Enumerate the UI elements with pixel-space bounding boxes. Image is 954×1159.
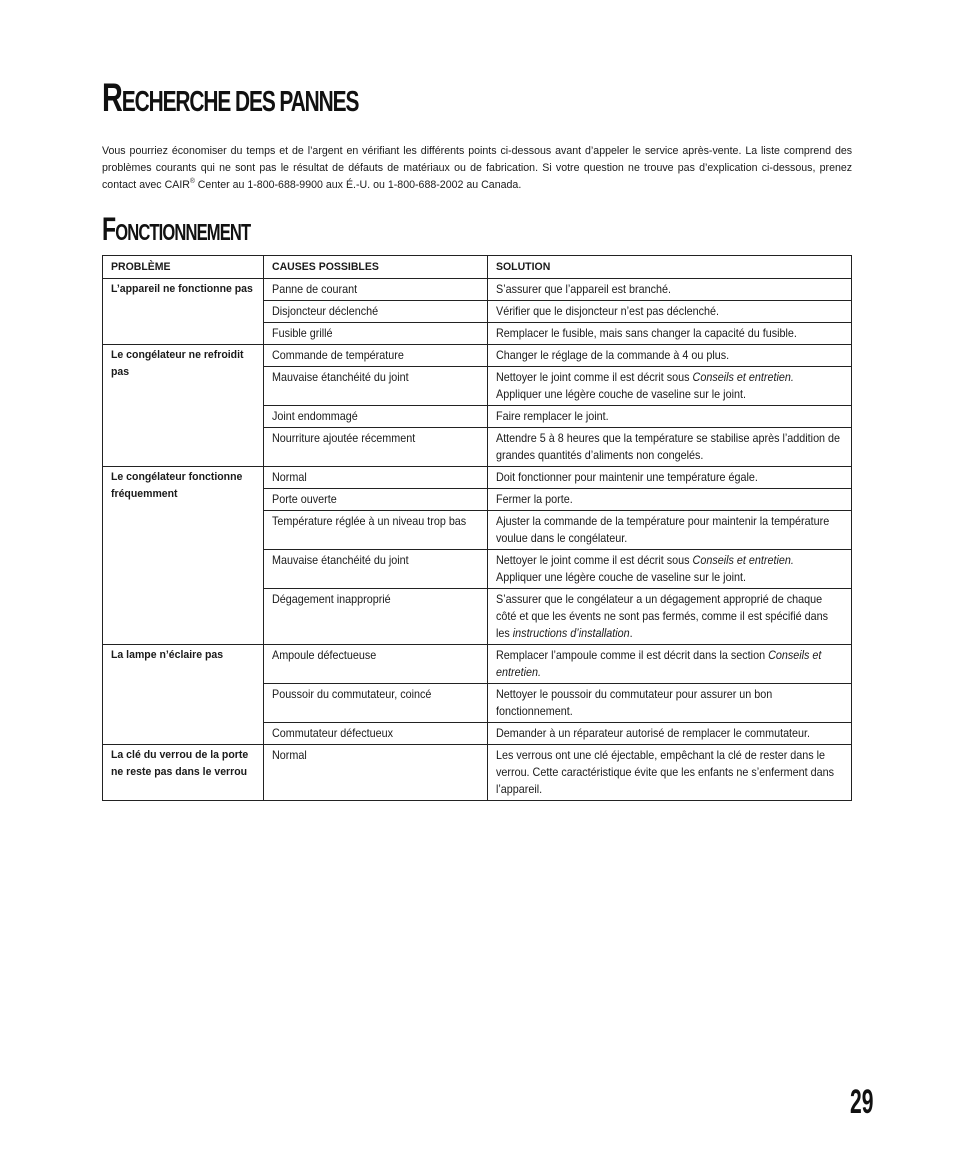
- cause-cell: Joint endommagé: [264, 406, 488, 428]
- intro-text: Vous pourriez économiser du temps et de l’argent en vérifiant les différents points ci-dessous avant d’appeler le service après-vente. La liste comprend des problèmes courants qui ne sont pas le résultat de défauts de matériaux ou de fabrication. Si votre question ne trouve pas d’explication ci-dessous, prenez contact avec CAIR: [102, 145, 853, 191]
- table-row: [103, 745, 852, 801]
- solution-cell: Vérifier que le disjoncteur n’est pas déclenché.: [488, 301, 852, 323]
- header-solution: SOLUTION: [488, 256, 852, 279]
- solution-cell: Remplacer l’ampoule comme il est décrit dans la section Conseils et entretien.: [488, 645, 852, 684]
- cause-cell: Mauvaise étanchéité du joint: [264, 367, 488, 406]
- solution-cell: Remplacer le fusible, mais sans changer la capacité du fusible.: [488, 323, 852, 345]
- problem-cell: La clé du verrou de la porte ne reste pas dans le verrou: [103, 745, 264, 801]
- problem-cell: L’appareil ne fonctionne pas: [103, 279, 264, 345]
- header-cause: CAUSES POSSIBLES: [264, 256, 488, 279]
- cause-cell: Mauvaise étanchéité du joint: [264, 550, 488, 589]
- solution-cell: Fermer la porte.: [488, 489, 852, 511]
- cause-cell: Commutateur défectueux: [264, 723, 488, 745]
- solution-cell: S’assurer que le congélateur a un dégagement approprié de chaque côté et que les évents ne sont pas fermés, comme il est spécifié dans les instructions d’installation.: [488, 589, 852, 645]
- cause-cell: Dégagement inapproprié: [264, 589, 488, 645]
- cause-cell: Disjoncteur déclenché: [264, 301, 488, 323]
- cause-cell: Porte ouverte: [264, 489, 488, 511]
- solution-cell: Nettoyer le poussoir du commutateur pour assurer un bon fonctionnement.: [488, 684, 852, 723]
- solution-cell: S’assurer que l’appareil est branché.: [488, 279, 852, 301]
- solution-cell: Les verrous ont une clé éjectable, empêchant la clé de rester dans le verrou. Cette caractéristique évite que les enfants ne s’enferment dans l’appareil.: [488, 745, 852, 801]
- section-title: [102, 210, 250, 251]
- solution-cell: Demander à un réparateur autorisé de remplacer le commutateur.: [488, 723, 852, 745]
- cause-cell: Commande de température: [264, 345, 488, 367]
- page-title-initial: R: [102, 76, 122, 120]
- header-problem: PROBLÈME: [103, 256, 264, 279]
- cause-cell: Ampoule défectueuse: [264, 645, 488, 684]
- solution-cell: Nettoyer le joint comme il est décrit sous Conseils et entretien. Appliquer une légère couche de vaseline sur le joint.: [488, 550, 852, 589]
- table-row: [103, 345, 852, 367]
- problem-cell: Le congélateur ne refroidit pas: [103, 345, 264, 467]
- table-row: [103, 467, 852, 489]
- solution-cell: Attendre 5 à 8 heures que la température se stabilise après l’addition de grandes quantités d’aliments non congelés.: [488, 428, 852, 467]
- table-row: [103, 645, 852, 684]
- cause-cell: Fusible grillé: [264, 323, 488, 345]
- section-title-rest: ONCTIONNEMENT: [115, 219, 251, 245]
- problem-cell: La lampe n’éclaire pas: [103, 645, 264, 745]
- troubleshooting-table: [102, 255, 852, 801]
- cause-cell: Température réglée à un niveau trop bas: [264, 511, 488, 550]
- table-header-row: [103, 256, 852, 279]
- cause-cell: Panne de courant: [264, 279, 488, 301]
- solution-cell: Nettoyer le joint comme il est décrit sous Conseils et entretien. Appliquer une légère couche de vaseline sur le joint.: [488, 367, 852, 406]
- registered-mark: ®: [189, 178, 195, 186]
- intro-paragraph: [102, 143, 852, 194]
- solution-cell: Ajuster la commande de la température pour maintenir la température voulue dans le congélateur.: [488, 511, 852, 550]
- table-row: [103, 279, 852, 301]
- solution-cell: Doit fonctionner pour maintenir une température égale.: [488, 467, 852, 489]
- cause-cell: Normal: [264, 467, 488, 489]
- solution-cell: Changer le réglage de la commande à 4 ou plus.: [488, 345, 852, 367]
- cause-cell: Nourriture ajoutée récemment: [264, 428, 488, 467]
- page-number: 29: [850, 1083, 874, 1121]
- section-title-initial: F: [102, 211, 116, 247]
- page-title-rest: ECHERCHE DES PANNES: [121, 86, 359, 118]
- problem-cell: Le congélateur fonctionne fréquemment: [103, 467, 264, 645]
- page-title: [102, 74, 358, 126]
- solution-cell: Faire remplacer le joint.: [488, 406, 852, 428]
- cause-cell: Normal: [264, 745, 488, 801]
- cause-cell: Poussoir du commutateur, coincé: [264, 684, 488, 723]
- intro-text-end: Center au 1-800-688-9900 aux É.-U. ou 1-800-688-2002 au Canada.: [194, 179, 522, 191]
